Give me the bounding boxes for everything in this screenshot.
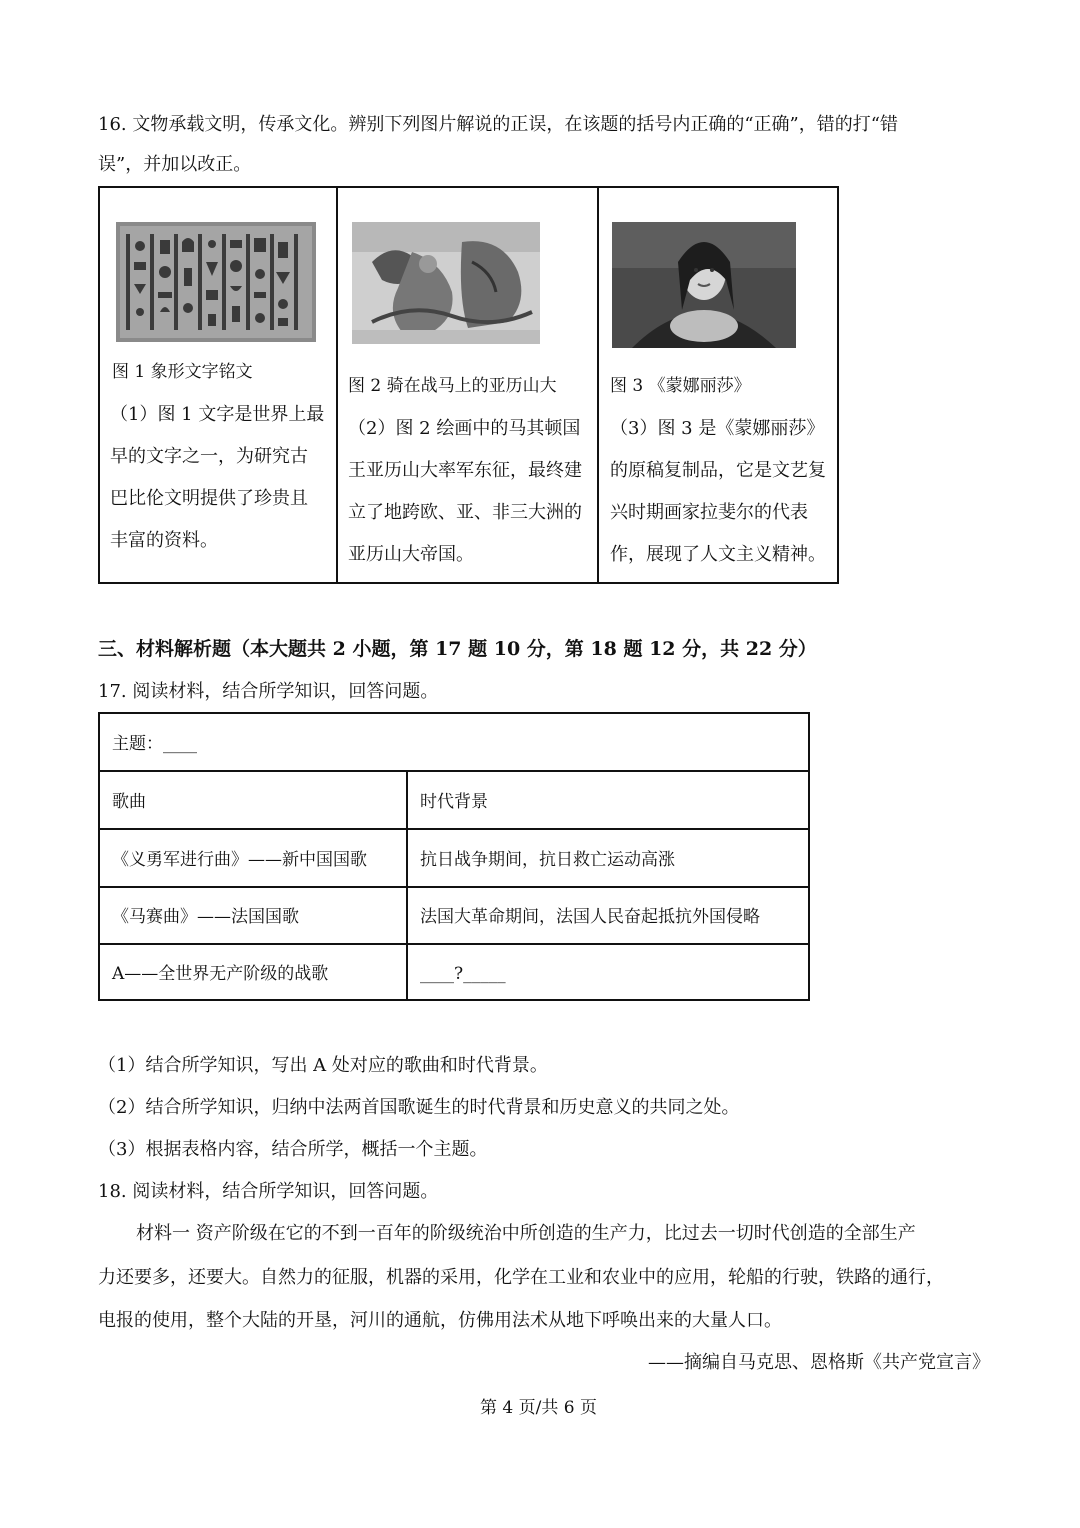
q16-table <box>98 186 839 584</box>
fig2-statement-line: 亚历山大帝国。 <box>348 544 474 565</box>
header-song: 歌曲 <box>112 792 146 812</box>
table-cell: 《马赛曲》——法国国歌 <box>112 907 299 927</box>
theme-row: 主题：____ <box>112 734 197 754</box>
fig3-statement-line: 作，展现了人文主义精神。 <box>610 544 826 565</box>
fig2-statement-line: 王亚历山大率军东征，最终建 <box>348 460 582 481</box>
fig3-statement-line: 的原稿复制品，它是文艺复 <box>610 460 826 481</box>
table-divider <box>100 828 808 830</box>
table-cell: 抗日战争期间，抗日救亡运动高涨 <box>420 850 675 870</box>
material-source: ——摘编自马克思、恩格斯《共产党宣言》 <box>648 1352 990 1373</box>
material-line: 电报的使用，整个大陆的开垦，河川的通航，仿佛用法术从地下呼唤出来的大量人口。 <box>98 1310 782 1331</box>
q17-question: （3）根据表格内容，结合所学，概括一个主题。 <box>98 1139 488 1160</box>
fig1-hieroglyph-image <box>116 222 316 342</box>
fig2-statement-line: （2）图 2 绘画中的马其顿国 <box>348 418 581 439</box>
fig2-alexander-painting <box>352 222 540 344</box>
table-divider <box>100 770 808 772</box>
fig1-statement-line: 巴比伦文明提供了珍贵且 <box>110 488 308 509</box>
fig1-statement-line: 早的文字之一，为研究古 <box>110 446 308 467</box>
fig3-statement-line: 兴时期画家拉斐尔的代表 <box>610 502 808 523</box>
fig2-statement-line: 立了地跨欧、亚、非三大洲的 <box>348 502 582 523</box>
q17-question: （2）结合所学知识，归纳中法两首国歌诞生的时代背景和历史意义的共同之处。 <box>98 1097 740 1118</box>
table-cell: A——全世界无产阶级的战歌 <box>112 964 329 984</box>
table-divider <box>336 188 338 582</box>
page-number: 第 4 页/共 6 页 <box>480 1398 597 1418</box>
q16-stem-line1: 16. 文物承载文明，传承文化。辨别下列图片解说的正误，在该题的括号内正确的“正确”，错的打“错 <box>98 114 898 135</box>
q17-question: （1）结合所学知识，写出 A 处对应的歌曲和时代背景。 <box>98 1055 548 1076</box>
header-background: 时代背景 <box>420 792 488 812</box>
fig3-caption: 图 3 《蒙娜丽莎》 <box>610 376 751 396</box>
table-divider <box>597 188 599 582</box>
fig1-statement-line: （1）图 1 文字是世界上最 <box>110 404 325 425</box>
table-cell: 法国大革命期间，法国人民奋起抵抗外国侵略 <box>420 907 760 927</box>
q18-stem: 18. 阅读材料，结合所学知识，回答问题。 <box>98 1181 439 1202</box>
fig2-caption: 图 2 骑在战马上的亚历山大 <box>348 376 557 396</box>
q17-table <box>98 712 810 1001</box>
q17-stem: 17. 阅读材料，结合所学知识，回答问题。 <box>98 681 439 702</box>
material-line: 力还要多，还要大。自然力的征服，机器的采用，化学在工业和农业中的应用，轮船的行驶，铁路的通行， <box>98 1267 944 1288</box>
material-line: 材料一 资产阶级在它的不到一百年的阶级统治中所创造的生产力，比过去一切时代创造的全部生产 <box>136 1223 916 1244</box>
fig3-mona-lisa-image <box>612 222 796 348</box>
section-heading: 三、材料解析题（本大题共 2 小题，第 17 题 10 分，第 18 题 12 分，共 22 分） <box>98 638 817 660</box>
fig3-statement-line: （3）图 3 是《蒙娜丽莎》 <box>610 418 825 439</box>
fig1-caption: 图 1 象形文字铭文 <box>112 362 253 382</box>
q16-stem-line2: 误”，并加以改正。 <box>98 154 252 175</box>
table-divider <box>406 770 408 999</box>
blank-cell: ____?_____ <box>420 964 506 984</box>
table-divider <box>100 943 808 945</box>
table-divider <box>100 886 808 888</box>
table-cell: 《义勇军进行曲》——新中国国歌 <box>112 850 367 870</box>
fig1-statement-line: 丰富的资料。 <box>110 530 218 551</box>
